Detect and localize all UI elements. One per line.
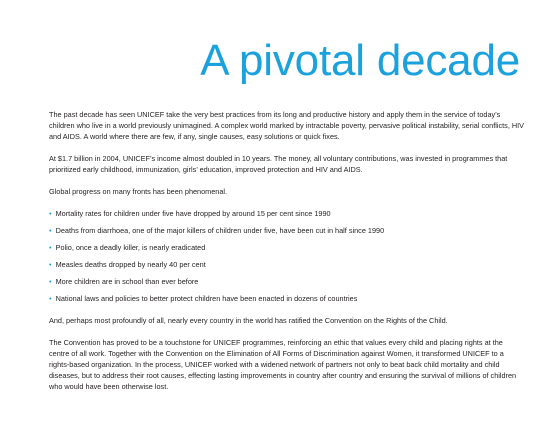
list-item [49, 225, 525, 236]
touchstone-paragraph: The Convention has proved to be a touchstone for UNICEF programmes, reinforcing an ethic that values every child and placing rights at the centre of all work. Together with the Convention on the Elimination of All Forms of Discrimination against Women, it transformed UNICEF to a rights-based organization. In the process, UNICEF worked with a widened network of partners not only to beat back child mortality and child diseases, but to address their root causes, effecting lasting improvements in country after country and ensuring the survival of millions of children who would have been otherwise lost. [49, 338, 517, 391]
list-item [49, 293, 525, 304]
list-item-text: Measles deaths dropped by nearly 40 per cent [55, 260, 206, 269]
progress-paragraph: Global progress on many fronts has been phenomenal. [49, 187, 228, 196]
list-item-text: National laws and policies to better protect children have been enacted in dozens of countries [55, 294, 358, 303]
bullet-icon: • [49, 209, 52, 218]
convention-paragraph: And, perhaps most profoundly of all, nearly every country in the world has ratified the Convention on the Rights of the Child. [49, 316, 448, 325]
list-item [49, 208, 525, 219]
list-item-text: Deaths from diarrhoea, one of the major killers of children under five, have been cut in half since 1990 [55, 226, 385, 235]
list-item-text: More children are in school than ever before [55, 277, 199, 286]
bullet-icon: • [49, 260, 52, 269]
bullet-icon: • [49, 277, 52, 286]
list-item [49, 276, 525, 287]
body-text [49, 109, 525, 403]
list-item [49, 242, 525, 253]
bullet-icon: • [49, 294, 52, 303]
list-item [49, 259, 525, 270]
intro-paragraph: The past decade has seen UNICEF take the very best practices from its long and productive history and apply them in the service of today’s children who live in a world previously unimagined. A complex world marked by intractable poverty, pervasive political instability, serial conflicts, HIV and AIDS. A world where there are few, if any, single causes, easy solutions or quick fixes. [49, 110, 525, 141]
bullet-icon: • [49, 226, 52, 235]
bullet-icon: • [49, 243, 52, 252]
progress-bullet-list [49, 208, 525, 304]
list-item-text: Mortality rates for children under five have dropped by around 15 per cent since 1990 [55, 209, 331, 218]
page-title: A pivotal decade [200, 36, 520, 85]
income-paragraph: At $1.7 billion in 2004, UNICEF’s income almost doubled in 10 years. The money, all voluntary contributions, was invested in programmes that prioritized early childhood, immunization, girls’ education, improved protection and HIV and AIDS. [49, 154, 508, 174]
list-item-text: Polio, once a deadly killer, is nearly eradicated [55, 243, 206, 252]
